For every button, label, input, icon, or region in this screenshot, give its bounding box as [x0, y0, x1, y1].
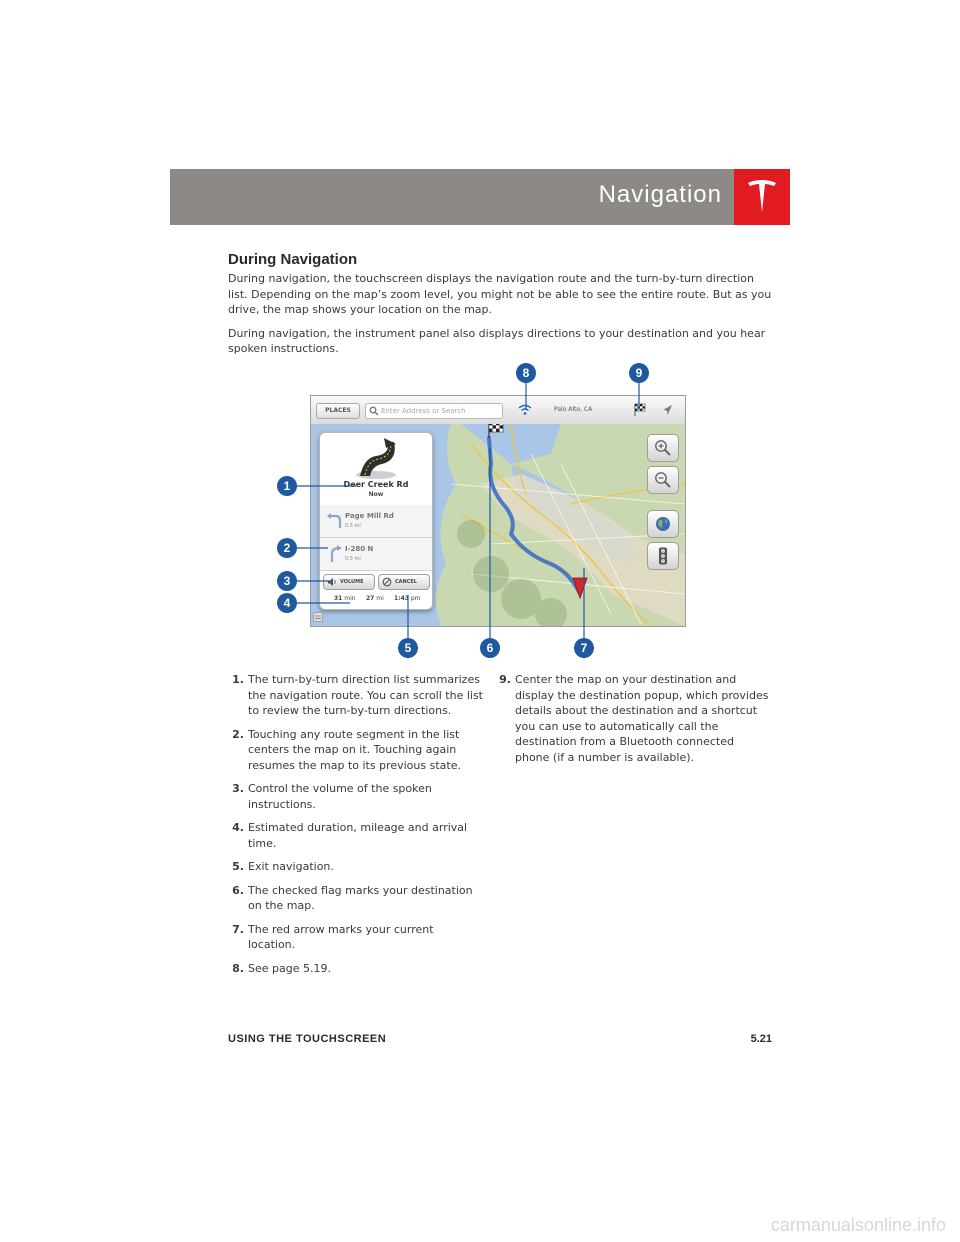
current-street: Deer Creek Rd	[343, 480, 409, 489]
step-distance: 0.5 mi	[345, 523, 361, 529]
item-text: Center the map on your destination and display the destination popup, which provides details about the destination and a shortcut you can use to automatically call the destination from a Bluetooth connected phone (if a number is available).	[515, 673, 769, 764]
footer-section-name: USING THE TOUCHSCREEN	[228, 1033, 387, 1045]
trip-duration-unit: min	[344, 595, 356, 602]
list-item	[495, 672, 770, 765]
item-text: The checked flag marks your destination on the map.	[248, 883, 473, 912]
intro-text	[228, 271, 773, 365]
item-text: Touching any route segment in the list centers the map on it. Touching again resumes the map to its previous state.	[248, 727, 461, 772]
callout-7: 7	[574, 638, 594, 658]
item-text: The turn-by-turn direction list summarizes the navigation route. You can scroll the list to review the turn-by-turn directions.	[248, 673, 483, 717]
location-label: Palo Alto, CA	[554, 406, 593, 413]
step-distance: 0.5 mi	[345, 556, 361, 562]
item-text: Exit navigation.	[248, 860, 334, 873]
legend-list-left	[228, 672, 484, 984]
watermark: carmanualsonline.info	[770, 1215, 946, 1235]
callout-3: 3	[277, 571, 297, 591]
search-placeholder: Enter Address or Search	[381, 407, 466, 415]
page-number: 5.21	[750, 1033, 772, 1045]
step-street: Page Mill Rd	[345, 512, 394, 520]
trip-distance-unit: mi	[376, 595, 384, 602]
callout-4: 4	[277, 593, 297, 613]
item-text: See page 5.19.	[248, 961, 331, 975]
trip-arrival: 1:43	[394, 595, 409, 602]
list-item	[228, 883, 484, 914]
callout-1: 1	[277, 476, 297, 496]
list-item	[228, 922, 484, 953]
trip-duration: 31	[334, 595, 343, 602]
callout-5: 5	[398, 638, 418, 658]
list-item	[228, 781, 484, 812]
item-number: 4.	[232, 821, 244, 834]
navigation-screenshot-figure	[270, 358, 700, 658]
tesla-logo-icon	[747, 179, 777, 215]
item-number: 8.	[232, 961, 244, 975]
header-bar	[170, 169, 790, 225]
step-street: I-280 N	[345, 545, 374, 553]
current-step-time: Now	[368, 491, 384, 498]
places-button[interactable]: PLACES	[316, 403, 360, 419]
page-header-title: Navigation	[598, 181, 722, 208]
item-number: 3.	[232, 782, 244, 795]
item-text: Estimated duration, mileage and arrival time.	[248, 821, 468, 850]
list-item	[228, 727, 484, 774]
callout-9: 9	[629, 363, 649, 383]
list-item	[228, 859, 484, 875]
list-item	[228, 961, 484, 977]
list-item	[228, 672, 484, 719]
cancel-label: CANCEL	[395, 579, 417, 585]
list-item	[228, 820, 484, 851]
trip-distance: 27	[366, 595, 375, 602]
callout-6: 6	[480, 638, 500, 658]
item-text: The red arrow marks your current location.	[248, 922, 434, 951]
callout-8: 8	[516, 363, 536, 383]
item-text: Control the volume of the spoken instructions.	[248, 782, 432, 811]
callout-2: 2	[277, 538, 297, 558]
brand-logo	[734, 169, 790, 225]
legend-list-right	[495, 672, 770, 773]
callout-lines	[270, 358, 700, 658]
trip-arrival-unit: pm	[410, 595, 421, 602]
item-number: 2.	[232, 727, 244, 741]
intro-paragraph: During navigation, the touchscreen displays the navigation route and the turn-by-turn direction list. Depending on the map’s zoom level, you might not be able to see the entire route. But as you drive, the map shows your location on the map.	[228, 272, 772, 316]
item-number: 5.	[232, 860, 244, 873]
item-number: 7.	[232, 922, 244, 936]
section-title: During Navigation	[228, 251, 358, 268]
item-number: 9.	[499, 673, 511, 686]
item-number: 6.	[232, 883, 244, 897]
volume-label: VOLUME	[340, 579, 364, 585]
intro-paragraph: During navigation, the instrument panel also displays directions to your destination and you hear spoken instructions.	[228, 326, 766, 355]
item-number: 1.	[232, 673, 244, 686]
